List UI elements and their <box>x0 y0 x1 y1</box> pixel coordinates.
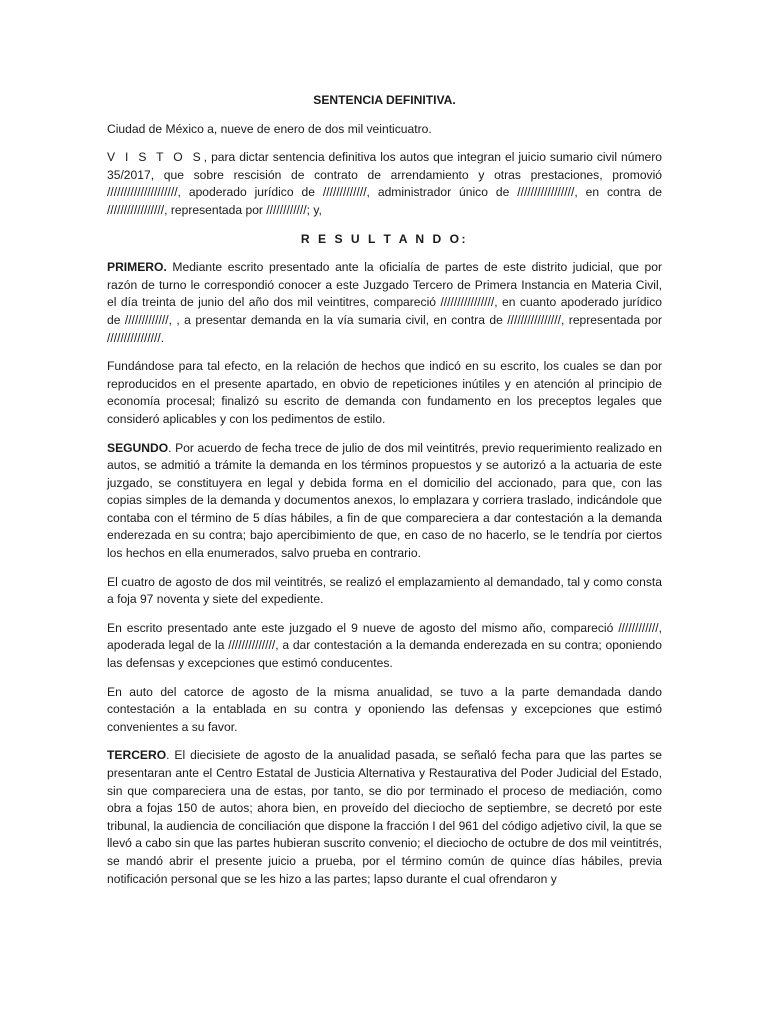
resultando-heading: R E S U L T A N D O: <box>300 231 469 246</box>
tercero-lead: TERCERO <box>107 748 167 763</box>
fundandose-paragraph: Fundándose para tal efecto, en la relación de hechos que indicó en su escrito, los cuales se dan por reproducidos en el presente apartado, en obvio de repeticiones inútiles y en atención al principio de economía procesal; finalizó su escrito de demanda con fundamento en los preceptos legales que consideró aplicables y con los pedimentos de estilo. <box>107 359 662 426</box>
vistos-paragraph <box>107 149 662 219</box>
contestacion-paragraph: En escrito presentado ante este juzgado el 9 nueve de agosto del mismo año, compareció ////////////, apoderada legal de la //////////////, a dar contestación a la demanda enderezada en su contra; oponiendo las defensas y excepciones que estimó conducentes. <box>107 620 662 671</box>
emplazamiento-paragraph: El cuatro de agosto de dos mil veintitrés, se realizó el emplazamiento al demandado, tal y como consta a foja 97 noventa y siete del expediente. <box>107 574 662 607</box>
tercero-paragraph <box>107 747 662 888</box>
segundo-text: . Por acuerdo de fecha trece de julio de dos mil veintitrés, previo requerimiento realizado en autos, se admitió a trámite la demanda en los términos propuestos y se autorizó a la actuaria de este juzgado, se constituyera en legal y debida forma en el domicilio del accionado, para que, con las copias simples de la demanda y documentos anexos, lo emplazara y corriera traslado, indicándole que contaba con el término de 5 días hábiles, a fin de que compareciera a dar contestación a la demanda enderezada en su contra; bajo apercibimiento de que, en caso de no hacerlo, se le tendría por ciertos los hechos en ella enumerados, salvo prueba en contrario. <box>107 440 662 561</box>
primero-text: Mediante escrito presentado ante la oficialía de partes de este distrito judicial, que por razón de turno le correspondió conocer a este Juzgado Tercero de Primera Instancia en Materia Civil, el día treinta de junio del año dos mil veintitres, compareció ////////////////, en cuanto apoderado jurídico de /////////////, , a presentar demanda en la vía sumaria civil, en contra de ////////////////, representada por ////////////////. <box>107 260 662 345</box>
segundo-lead: SEGUNDO <box>107 440 169 455</box>
vistos-lead: V I S T O S <box>107 150 204 165</box>
segundo-paragraph <box>107 440 662 563</box>
tercero-text: . El diecisiete de agosto de la anualidad pasada, se señaló fecha para que las partes se presentaran ante el Centro Estatal de Justicia Alternativa y Restaurativa del Poder Judicial del Estado, sin que compareciera una de estas, por tanto, se dio por terminado el proceso de mediación, como obra a fojas 150 de autos; ahora bien, en proveído del dieciocho de septiembre, se decretó por este tribunal, la audiencia de conciliación que dispone la fracción I del 961 del código adjetivo civil, la que se llevó a cabo sin que las partes hubieran suscrito convenio; el dieciocho de octubre de dos mil veintitrés, se mandó abrir el presente juicio a prueba, por el término común de quince días hábiles, previa notificación personal que se les hizo a las partes; lapso durante el cual ofrendaron y <box>107 748 662 886</box>
auto-catorce-paragraph: En auto del catorce de agosto de la misma anualidad, se tuvo a la parte demandada dando contestación a la entablada en su contra y oponiendo las defensas y excepciones que estimó convenientes a su favor. <box>107 684 662 734</box>
primero-paragraph <box>107 259 662 347</box>
place-date: Ciudad de México a, nueve de enero de dos mil veinticuatro. <box>107 121 432 136</box>
vistos-text: , para dictar sentencia definitiva los autos que integran el juicio sumario civil número 35/2017, que sobre rescisión de contrato de arrendamiento y otras prestaciones, promovió /////////////////////, apoderado jurídico de /////////////, administrador único de /////////////////, en contra de /////////////////, representada por ////////////; y, <box>107 150 662 217</box>
primero-lead: PRIMERO. <box>107 260 167 275</box>
document-title: SENTENCIA DEFINITIVA. <box>313 93 456 107</box>
